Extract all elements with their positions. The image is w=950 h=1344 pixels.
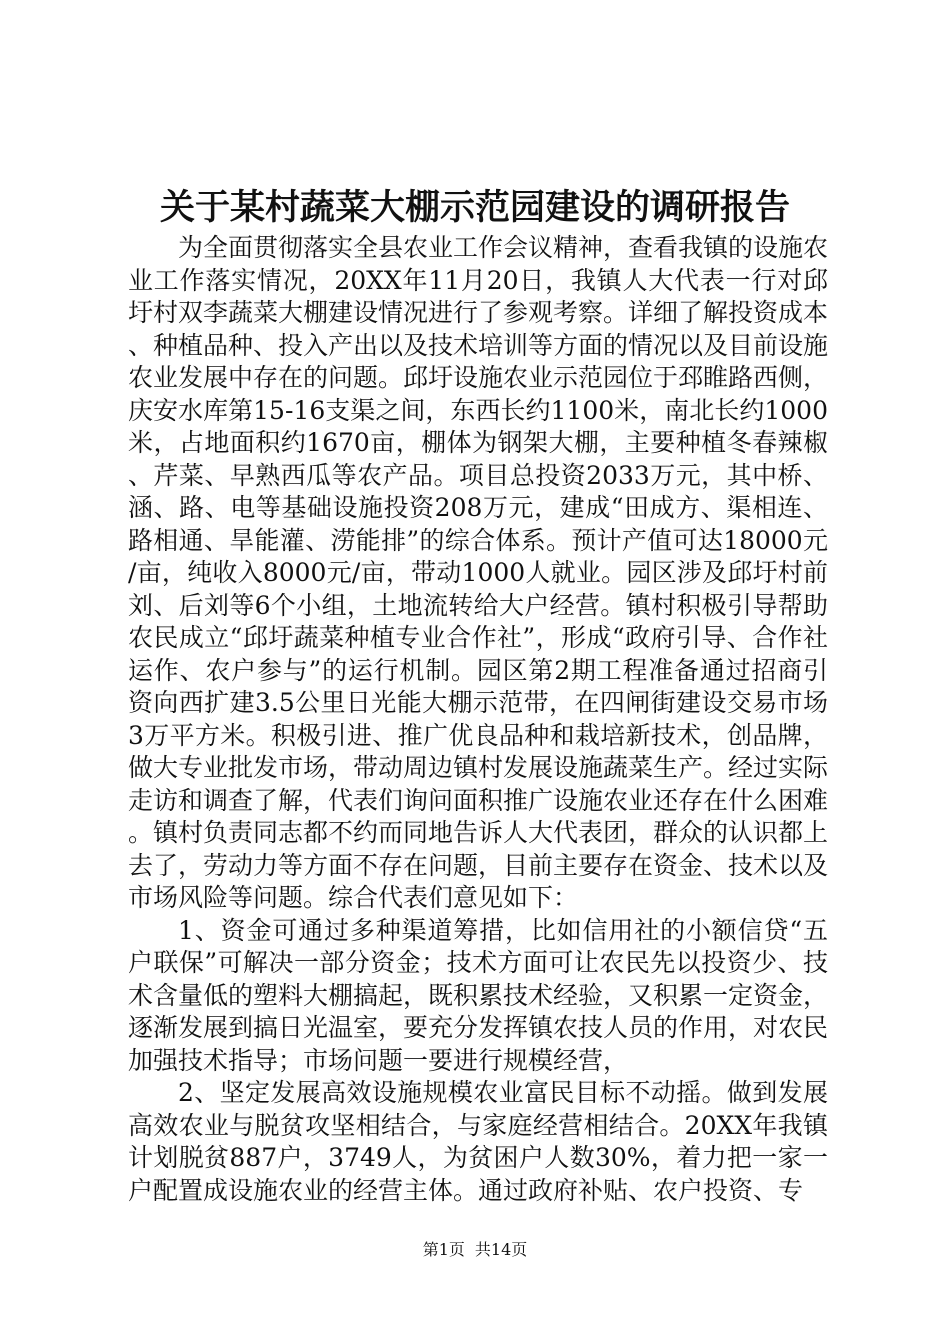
paragraph-intro: 为全面贯彻落实全县农业工作会议精神，查看我镇的设施农业工作落实情况，20XX年11月20日，我镇人大代表一行对邱圩村双李蔬菜大棚建设情况进行了参观考察。详细了解投资成本、种植品种、投入产出以及技术培训等方面的情况以及目前设施农业发展中存在的问题。邱圩设施农业示范园位于邳睢路西侧，庆安水库第15-16支渠之间，东西长约1100米，南北长约1000米，占地面积约1670亩，棚体为钢架大棚，主要种植冬春辣椒、芹菜、早熟西瓜等农产品。项目总投资2033万元，其中桥、涵、路、电等基础设施投资208万元，建成“田成方、渠相连、路相通、旱能灌、涝能排”的综合体系。预计产值可达18000元/亩，纯收入8000元/亩，带动1000人就业。园区涉及邱圩村前刘、后刘等6个小组，土地流转给大户经营。镇村积极引导帮助农民成立“邱圩蔬菜种植专业合作社”，形成“政府引导、合作社运作、农户参与”的运行机制。园区第2期工程准备通过招商引资向西扩建3.5公里日光能大棚示范带，在四闸街建设交易市场3万平方米。积极引进、推广优良品种和栽培新技术，创品牌，做大专业批发市场，带动周边镇村发展设施蔬菜生产。经过实际走访和调查了解，代表们询问面积推广设施农业还存在什么困难。镇村负责同志都不约而同地告诉人大代表团，群众的认识都上去了，劳动力等方面不存在问题，目前主要存在资金、技术以及市场风险等问题。综合代表们意见如下： [128, 233, 829, 912]
page-footer [0, 1240, 950, 1260]
paragraph-point-2: 2、坚定发展高效设施规模农业富民目标不动摇。做到发展高效农业与脱贫攻坚相结合，与家庭经营相结合。20XX年我镇计划脱贫887户，3749人，为贫困户人数30%，着力把一家一户配置成设施农业的经营主体。通过政府补贴、农户投资、专 [128, 1078, 828, 1205]
page-number: 第1页 [422, 1240, 465, 1259]
page-total: 共14页 [474, 1240, 528, 1259]
document-body [128, 232, 828, 1207]
paragraph-point-1: 1、资金可通过多种渠道筹措，比如信用社的小额信贷“五户联保”可解决一部分资金；技术方面可让农民先以投资少、技术含量低的塑料大棚搞起，既积累技术经验，又积累一定资金，逐渐发展到搞日光温室，要充分发挥镇农技人员的作用，对农民加强技术指导；市场问题一要进行规模经营， [128, 915, 829, 1075]
document-title: 关于某村蔬菜大棚示范园建设的调研报告 [159, 187, 790, 228]
